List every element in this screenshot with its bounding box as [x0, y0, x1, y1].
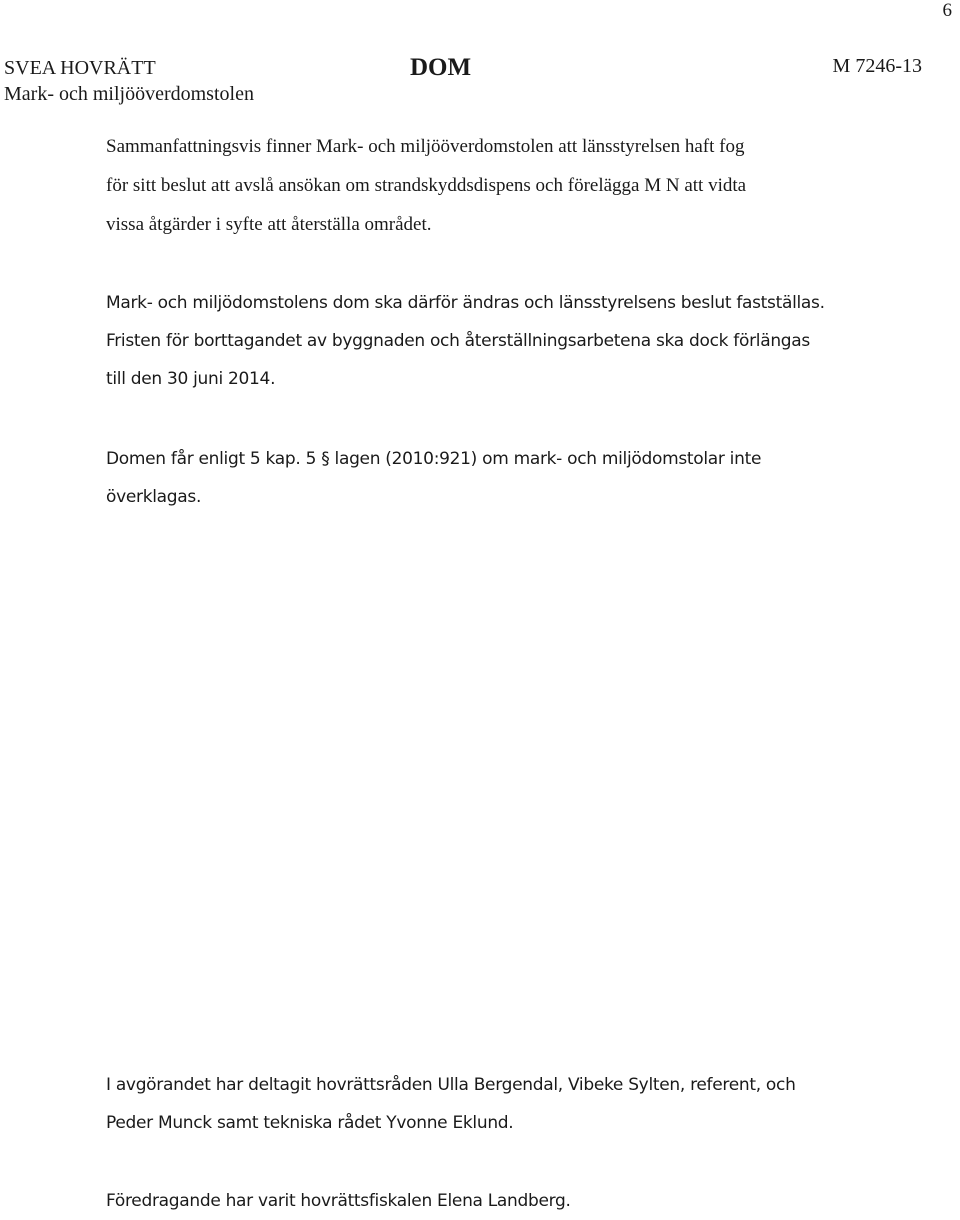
- text-line: I avgörandet har deltagit hovrättsråden Ulla Bergendal, Vibeke Sylten, referent, och: [106, 1075, 796, 1095]
- text-line: Domen får enligt 5 kap. 5 § lagen (2010:921) om mark- och miljödomstolar inte: [106, 449, 762, 469]
- text-line: för sitt beslut att avslå ansökan om strandskyddsdispens och förelägga M N att vidta: [106, 175, 747, 196]
- case-number: M 7246-13: [832, 55, 922, 77]
- text-line: till den 30 juni 2014.: [106, 369, 276, 389]
- text-line: Fristen för borttagandet av byggnaden och återställningsarbetena ska dock förlängas: [106, 331, 810, 351]
- paragraph-judges: [106, 1066, 906, 1142]
- court-division: Mark- och miljööverdomstolen: [4, 83, 254, 105]
- court-info: [4, 55, 254, 107]
- text-line: Peder Munck samt tekniska rådet Yvonne Eklund.: [106, 1113, 514, 1133]
- paragraph-summary: [106, 127, 906, 244]
- text-line: Föredragande har varit hovrättsfiskalen Elena Landberg.: [106, 1191, 571, 1211]
- text-line: Sammanfattningsvis finner Mark- och miljööverdomstolen att länsstyrelsen haft fog: [106, 136, 745, 157]
- paragraph-appeal: [106, 440, 906, 516]
- page-number: 6: [942, 0, 952, 21]
- text-line: Mark- och miljödomstolens dom ska därför ändras och länsstyrelsens beslut fastställas.: [106, 293, 825, 313]
- document-type: DOM: [410, 54, 472, 81]
- text-line: vissa åtgärder i syfte att återställa området.: [106, 214, 432, 235]
- text-line: överklagas.: [106, 487, 202, 507]
- court-name: SVEA HOVRÄTT: [4, 57, 156, 79]
- paragraph-ruling: [106, 284, 906, 398]
- paragraph-rapporteur: [106, 1182, 906, 1220]
